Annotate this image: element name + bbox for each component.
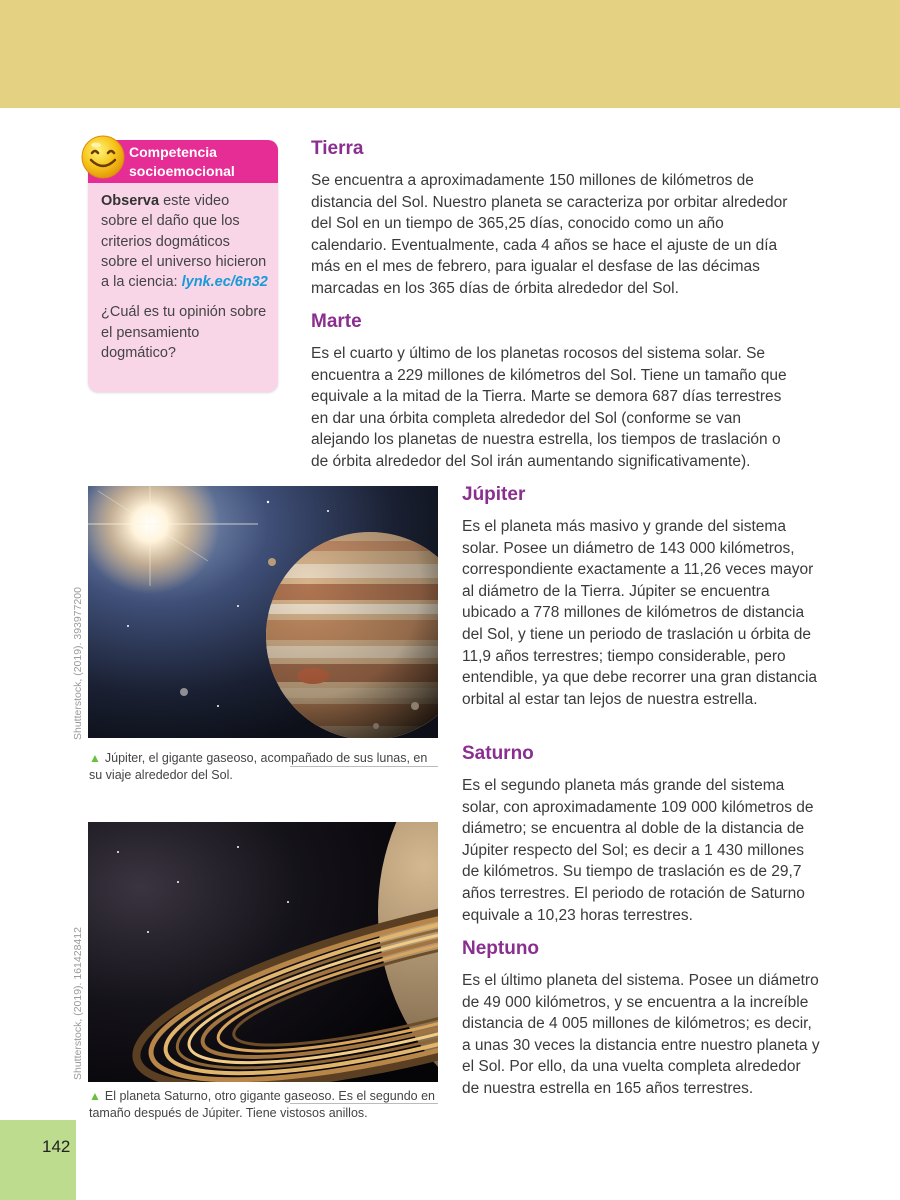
heading-neptuno: Neptuno: [462, 938, 540, 959]
saturn-illustration: [88, 822, 438, 1082]
paragraph-neptuno: Es el último planeta del sistema. Posee un diámetro de 49 000 kilómetros, y se encuentra a la increíble distancia de 4 005 millones de kilómetros; es decir, a unas 30 veces la distancia entre nuestro planeta y el Sol. Por ello, da una vuelta completa alrededor de nuestra estrella en 165 años terrestres.: [462, 972, 820, 1097]
smiley-icon: [78, 132, 128, 182]
observe-bold: Observa: [101, 193, 160, 209]
socioemotional-title-line1: Competencia: [129, 144, 217, 160]
jupiter-caption: [89, 750, 439, 784]
jupiter-caption-rule: [290, 766, 438, 767]
socioemotional-title-line2: socioemocional: [129, 163, 235, 179]
heading-saturno: Saturno: [462, 743, 534, 764]
page-number: 142: [42, 1137, 71, 1156]
heading-marte: Marte: [311, 311, 362, 332]
observe-text: este video sobre el daño que los criterios dogmáticos sobre el universo hicieron a la ciencia:: [101, 193, 267, 291]
triangle-icon: ▲: [89, 751, 101, 765]
page-number-tab: [0, 1120, 76, 1200]
jupiter-photo: [88, 486, 438, 738]
jupiter-photo-credit: Shutterstock, (2019). 393977200: [72, 587, 84, 740]
saturn-caption: [89, 1088, 439, 1122]
jupiter-caption-text: Júpiter, el gigante gaseoso, acompañado de sus lunas, en su viaje alrededor del Sol.: [89, 751, 428, 782]
saturn-photo-credit: Shutterstock, (2019). 161428412: [72, 927, 84, 1080]
socioemotional-observe: [101, 191, 269, 292]
socioemotional-body: [101, 191, 269, 363]
jupiter-illustration: [88, 486, 438, 738]
socioemotional-title: [129, 143, 274, 181]
saturn-caption-text: El planeta Saturno, otro gigante gaseoso. Es el segundo en tamaño después de Júpiter. Tiene vistosos anillos.: [89, 1089, 435, 1120]
top-color-band: [0, 0, 900, 108]
saturn-caption-rule: [290, 1103, 438, 1104]
socioemotional-question: ¿Cuál es tu opinión sobre el pensamiento dogmático?: [101, 304, 267, 362]
paragraph-tierra: Se encuentra a aproximadamente 150 millones de kilómetros de distancia del Sol. Nuestro planeta se caracteriza por orbitar alrededor del Sol en un tiempo de 365,25 días, conocido como un año calendario. Eventualmente, cada 4 años se hace el ajuste de un día más en el mes de febrero, para igualar el desfase de las décimas marcadas en los 365 días de órbita alrededor del Sol.: [311, 172, 788, 297]
triangle-icon: ▲: [89, 1089, 101, 1103]
saturn-photo: [88, 822, 438, 1082]
socioemotional-box: [88, 140, 278, 392]
video-link[interactable]: lynk.ec/6n32: [181, 274, 268, 291]
paragraph-saturno: Es el segundo planeta más grande del sistema solar, con aproximadamente 109 000 kilómetros de diámetro; se encuentra al doble de la distancia de Júpiter respecto del Sol; es decir a 1 430 millones de kilómetros. Su tiempo de traslación es de 29,7 años terrestres. El periodo de rotación de Saturno equivale a 10,23 horas terrestres.: [462, 777, 814, 924]
heading-tierra: Tierra: [311, 138, 364, 159]
paragraph-jupiter: Es el planeta más masivo y grande del sistema solar. Posee un diámetro de 143 000 kilómetros, correspondiente exactamente a 11,26 veces mayor al diámetro de la Tierra. Júpiter se encuentra ubicado a 778 millones de kilómetros de distancia del Sol, y tiene un periodo de traslación u órbita de 11,9 años terrestres; tiempo considerable, pero entendible, ya que debe recorrer una gran distancia orbital al estar tan lejos de nuestra estrella.: [462, 518, 818, 708]
heading-jupiter: Júpiter: [462, 484, 526, 505]
paragraph-marte: Es el cuarto y último de los planetas rocosos del sistema solar. Se encuentra a 229 millones de kilómetros del Sol. Tiene un tamaño que equivale a la mitad de la Tierra. Marte se demora 687 días terrestres en dar una órbita completa alrededor del Sol (conforme se van alejando los planetas de nuestra estrella, los tiempos de traslación o de órbita alrededor del Sol irán aumentando significativamente).: [311, 345, 787, 470]
